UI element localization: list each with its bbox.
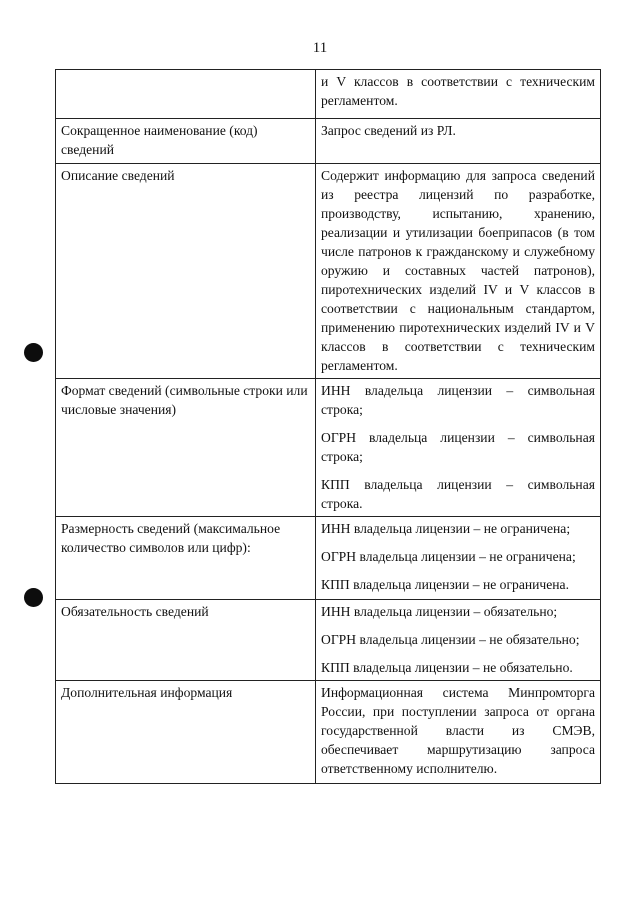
page-number: 11 (312, 40, 328, 56)
table-row-description (56, 164, 601, 379)
dimension-value-kpp: КПП владельца лицензии – не ограничена. (321, 577, 569, 592)
dimension-value-cell (316, 517, 601, 600)
description-label: Описание сведений (56, 164, 316, 379)
information-table (55, 69, 601, 784)
punch-hole-mark (24, 588, 43, 607)
table-row-continuation (56, 70, 601, 119)
format-value-inn: ИНН владельца лицензии – символьная строка; (321, 383, 595, 417)
continuation-value-cell (316, 70, 601, 119)
dimension-value-inn: ИНН владельца лицензии – не ограничена; (321, 521, 571, 536)
continuation-label-cell (56, 70, 316, 119)
obligation-value-cell (316, 600, 601, 681)
format-value-cell (316, 379, 601, 517)
description-value-cell (316, 164, 601, 379)
description-value: Содержит информацию для запроса сведений из реестра лицензий по разработке, производству, испытанию, хранению, реализации и утилизации боеприпасов (в том числе патронов к гражданскому и служебному оружию и составных частей патронов), пиротехнических изделий IV и V классов в соответствии с национальным стандартом, применению пиротехнических изделий IV и V классов в соответствии с техническим регламентом. (321, 168, 595, 373)
obligation-label: Обязательность сведений (56, 600, 316, 681)
additional-label: Дополнительная информация (56, 681, 316, 784)
table-row-additional (56, 681, 601, 784)
obligation-value-kpp: КПП владельца лицензии – не обязательно. (321, 660, 573, 675)
short-name-label: Сокращенное наименование (код) сведений (56, 119, 316, 164)
punch-hole-mark (24, 343, 43, 362)
format-value-kpp: КПП владельца лицензии – символьная строка. (321, 477, 595, 511)
table-row-short-name (56, 119, 601, 164)
continuation-value: и V классов в соответствии с техническим регламентом. (321, 74, 595, 108)
dimension-label: Размерность сведений (максимальное количество символов или цифр): (56, 517, 316, 600)
table-row-format (56, 379, 601, 517)
table-row-dimension (56, 517, 601, 600)
short-name-value: Запрос сведений из РЛ. (321, 123, 456, 138)
obligation-value-ogrn: ОГРН владельца лицензии – не обязательно; (321, 632, 580, 647)
short-name-value-cell (316, 119, 601, 164)
dimension-value-ogrn: ОГРН владельца лицензии – не ограничена; (321, 549, 576, 564)
format-value-ogrn: ОГРН владельца лицензии – символьная строка; (321, 430, 595, 464)
additional-value-cell (316, 681, 601, 784)
table-row-obligation (56, 600, 601, 681)
format-label: Формат сведений (символьные строки или числовые значения) (56, 379, 316, 517)
additional-value: Информационная система Минпромторга России, при поступлении запроса от органа государственной власти из СМЭВ, обеспечивает маршрутизацию запроса ответственному исполнителю. (321, 685, 595, 776)
obligation-value-inn: ИНН владельца лицензии – обязательно; (321, 604, 558, 619)
